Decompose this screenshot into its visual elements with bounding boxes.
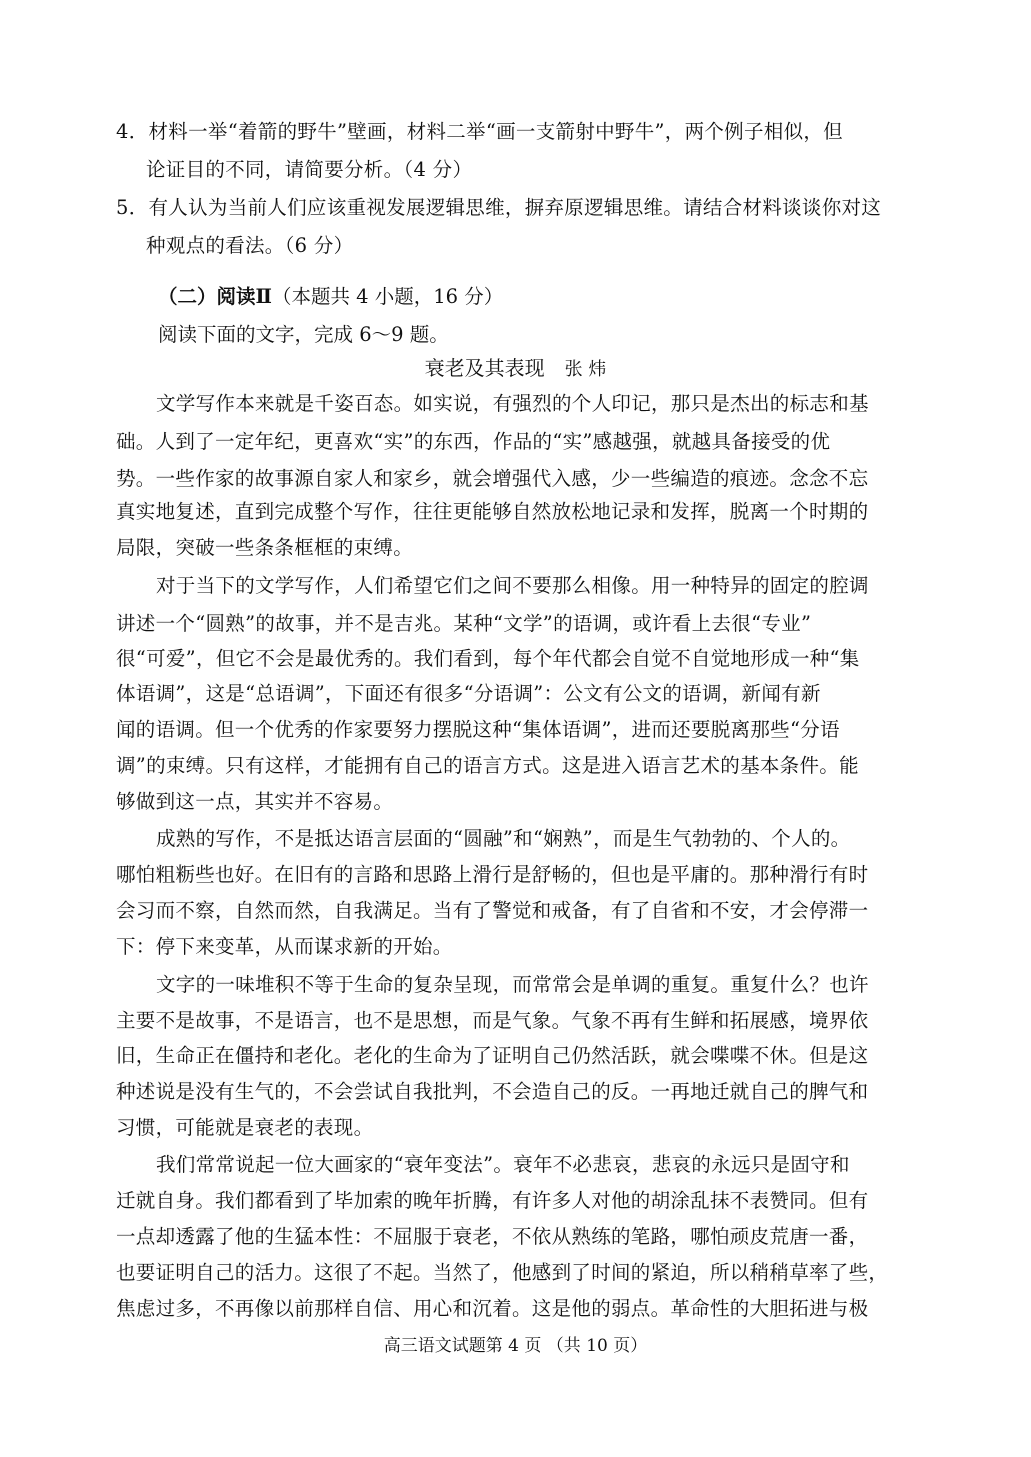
question-4-line-2: 论证目的不同，请简要分析。（4 分） [146, 158, 473, 181]
article-line: 文学写作本来就是千姿百态。如实说，有强烈的个人印记，那只是杰出的标志和基 [156, 392, 869, 415]
article-line: 旧，生命正在僵持和老化。老化的生命为了证明自己仍然活跃，就会喋喋不休。但是这 [116, 1044, 869, 1067]
article-line: 会习而不察，自然而然，自我满足。当有了警觉和戒备，有了自省和不安，才会停滞一 [116, 899, 869, 922]
article-line: 习惯，可能就是衰老的表现。 [116, 1116, 374, 1139]
article-line: 种述说是没有生气的，不会尝试自我批判，不会造自己的反。一再地迁就自己的脾气和 [116, 1080, 869, 1103]
article-line: 哪怕粗粝些也好。在旧有的言路和思路上滑行是舒畅的，但也是平庸的。那种滑行有时 [116, 863, 869, 886]
question-5-line-1: 5．有人认为当前人们应该重视发展逻辑思维，摒弃原逻辑思维。请结合材料谈谈你对这 [116, 196, 882, 219]
article-line: 对于当下的文学写作，人们希望它们之间不要那么相像。用一种特异的固定的腔调 [156, 574, 869, 597]
article-line: 体语调”，这是“总语调”，下面还有很多“分语调”：公文有公文的语调，新闻有新 [116, 682, 821, 705]
article-line: 成熟的写作，不是抵达语言层面的“圆融”和“娴熟”，而是生气勃勃的、个人的。 [156, 827, 851, 850]
article-line: 下：停下来变革，从而谋求新的开始。 [116, 935, 453, 958]
article-line: 础。人到了一定年纪，更喜欢“实”的东西，作品的“实”感越强，就越具备接受的优 [116, 430, 831, 453]
article-line: 势。一些作家的故事源自家人和家乡，就会增强代入感，少一些编造的痕迹。念念不忘 [116, 467, 869, 490]
article-line: 迁就自身。我们都看到了毕加索的晚年折腾，有许多人对他的胡涂乱抹不表赞同。但有 [116, 1189, 869, 1212]
article-line: 讲述一个“圆熟”的故事，并不是吉兆。某种“文学”的语调，或许看上去很“专业” [116, 612, 812, 635]
article-author: 张 炜 [564, 359, 607, 380]
page-footer: 高三语文试题第 4 页 （共 10 页） [383, 1336, 648, 1356]
question-4-line-1: 4．材料一举“着箭的野牛”壁画，材料二举“画一支箭射中野牛”，两个例子相似，但 [116, 120, 843, 143]
section-heading-detail: （本题共 4 小题，16 分） [271, 285, 504, 308]
article-line: 文字的一味堆积不等于生命的复杂呈现，而常常会是单调的重复。重复什么？也许 [156, 973, 869, 996]
question-5-line-2: 种观点的看法。（6 分） [146, 234, 354, 257]
article-line: 我们常常说起一位大画家的“衰年变法”。衰年不必悲哀，悲哀的永远只是固守和 [156, 1153, 850, 1176]
section-instruction: 阅读下面的文字，完成 6～9 题。 [158, 323, 449, 346]
article-line: 够做到这一点，其实并不容易。 [116, 790, 394, 813]
section-heading-label: （二）阅读Ⅱ [158, 285, 272, 308]
article-line: 真实地复述，直到完成整个写作，往往更能够自然放松地记录和发挥，脱离一个时期的 [116, 500, 869, 523]
article-line: 调”的束缚。只有这样，才能拥有自己的语言方式。这是进入语言艺术的基本条件。能 [116, 754, 859, 777]
article-line: 很“可爱”，但它不会是最优秀的。我们看到，每个年代都会自觉不自觉地形成一种“集 [116, 647, 860, 670]
article-line: 闻的语调。但一个优秀的作家要努力摆脱这种“集体语调”，进而还要脱离那些“分语 [116, 718, 840, 741]
article-title-block [0, 348, 1031, 390]
section-heading [158, 278, 503, 316]
article-line: 焦虑过多，不再像以前那样自信、用心和沉着。这是他的弱点。革命性的大胆拓进与极 [116, 1297, 869, 1320]
article-line: 也要证明自己的活力。这很了不起。当然了，他感到了时间的紧迫，所以稍稍草率了些， [116, 1261, 889, 1284]
article-line: 主要不是故事，不是语言，也不是思想，而是气象。气象不再有生鲜和拓展感，境界依 [116, 1009, 869, 1032]
article-line: 一点却透露了他的生猛本性：不屈服于衰老，不依从熟练的笔路，哪怕顽皮荒唐一番， [116, 1225, 869, 1248]
article-title: 衰老及其表现 [424, 356, 545, 380]
article-line: 局限，突破一些条条框框的束缚。 [116, 536, 414, 559]
